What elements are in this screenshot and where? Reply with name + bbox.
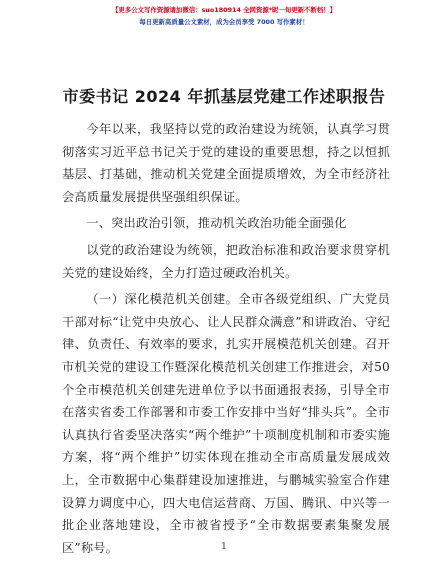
section-heading-1: 一、突出政治引领，推动机关政治功能全面强化 [86,216,347,231]
paragraph-section-intro: 以党的政治建设为统领，把政治标准和政治要求贯穿机关党的建设始终，全力打造过硬政治机关。 [62,242,390,280]
paragraph-intro: 今年以来，我坚持以党的政治建设为统领，认真学习贯彻落实习近平总书记关于党的建设的重要思想，持之以恒抓基层、打基础，推动机关党建全面提质增效，为全市经济社会高质量发展提供坚强组织保证。 [62,122,390,204]
paragraph-subsection-1: （一）深化模范机关创建。全市各级党组织、广大党员干部对标“让党中央放心、让人民群众满意”和讲政治、守纪律、负责任、有效率的要求，扎实开展模范机关创建。召开市机关党的建设工作暨深化模范机关创建工作推进会，对50个全市模范机关创建先进单位予以书面通报表扬，引导全市在落实省委工作部署和市委工作安排中当好“排头兵”。全市认真执行省委坚决落实“两个维护”十项制度机制和市委实施方案，将“两个维护”切实体现在推动全市高质量发展成效上，全市数据中心集群建设加速推进，与鹏城实验室合作建设算力调度中心，四大电信运营商、万国、腾讯、中兴等一批企业落地建设，全市被省授予“全市数据要素集聚发展区”称号。 [62,292,390,555]
promo-line-1: 【更多公文写作资源请加微信：suo180914 全网资源*昵一旬更新不断档！】 [112,6,336,14]
page-number: 1 [221,542,227,552]
document-body [62,118,390,559]
document-title: 市委书记 2024 年抓基层党建工作述职报告 [62,87,386,106]
promo-line-2: 每日更新高质量公文素材，成为会员享受 7000 写作素材！ [139,18,309,26]
promo-banner [0,4,448,28]
